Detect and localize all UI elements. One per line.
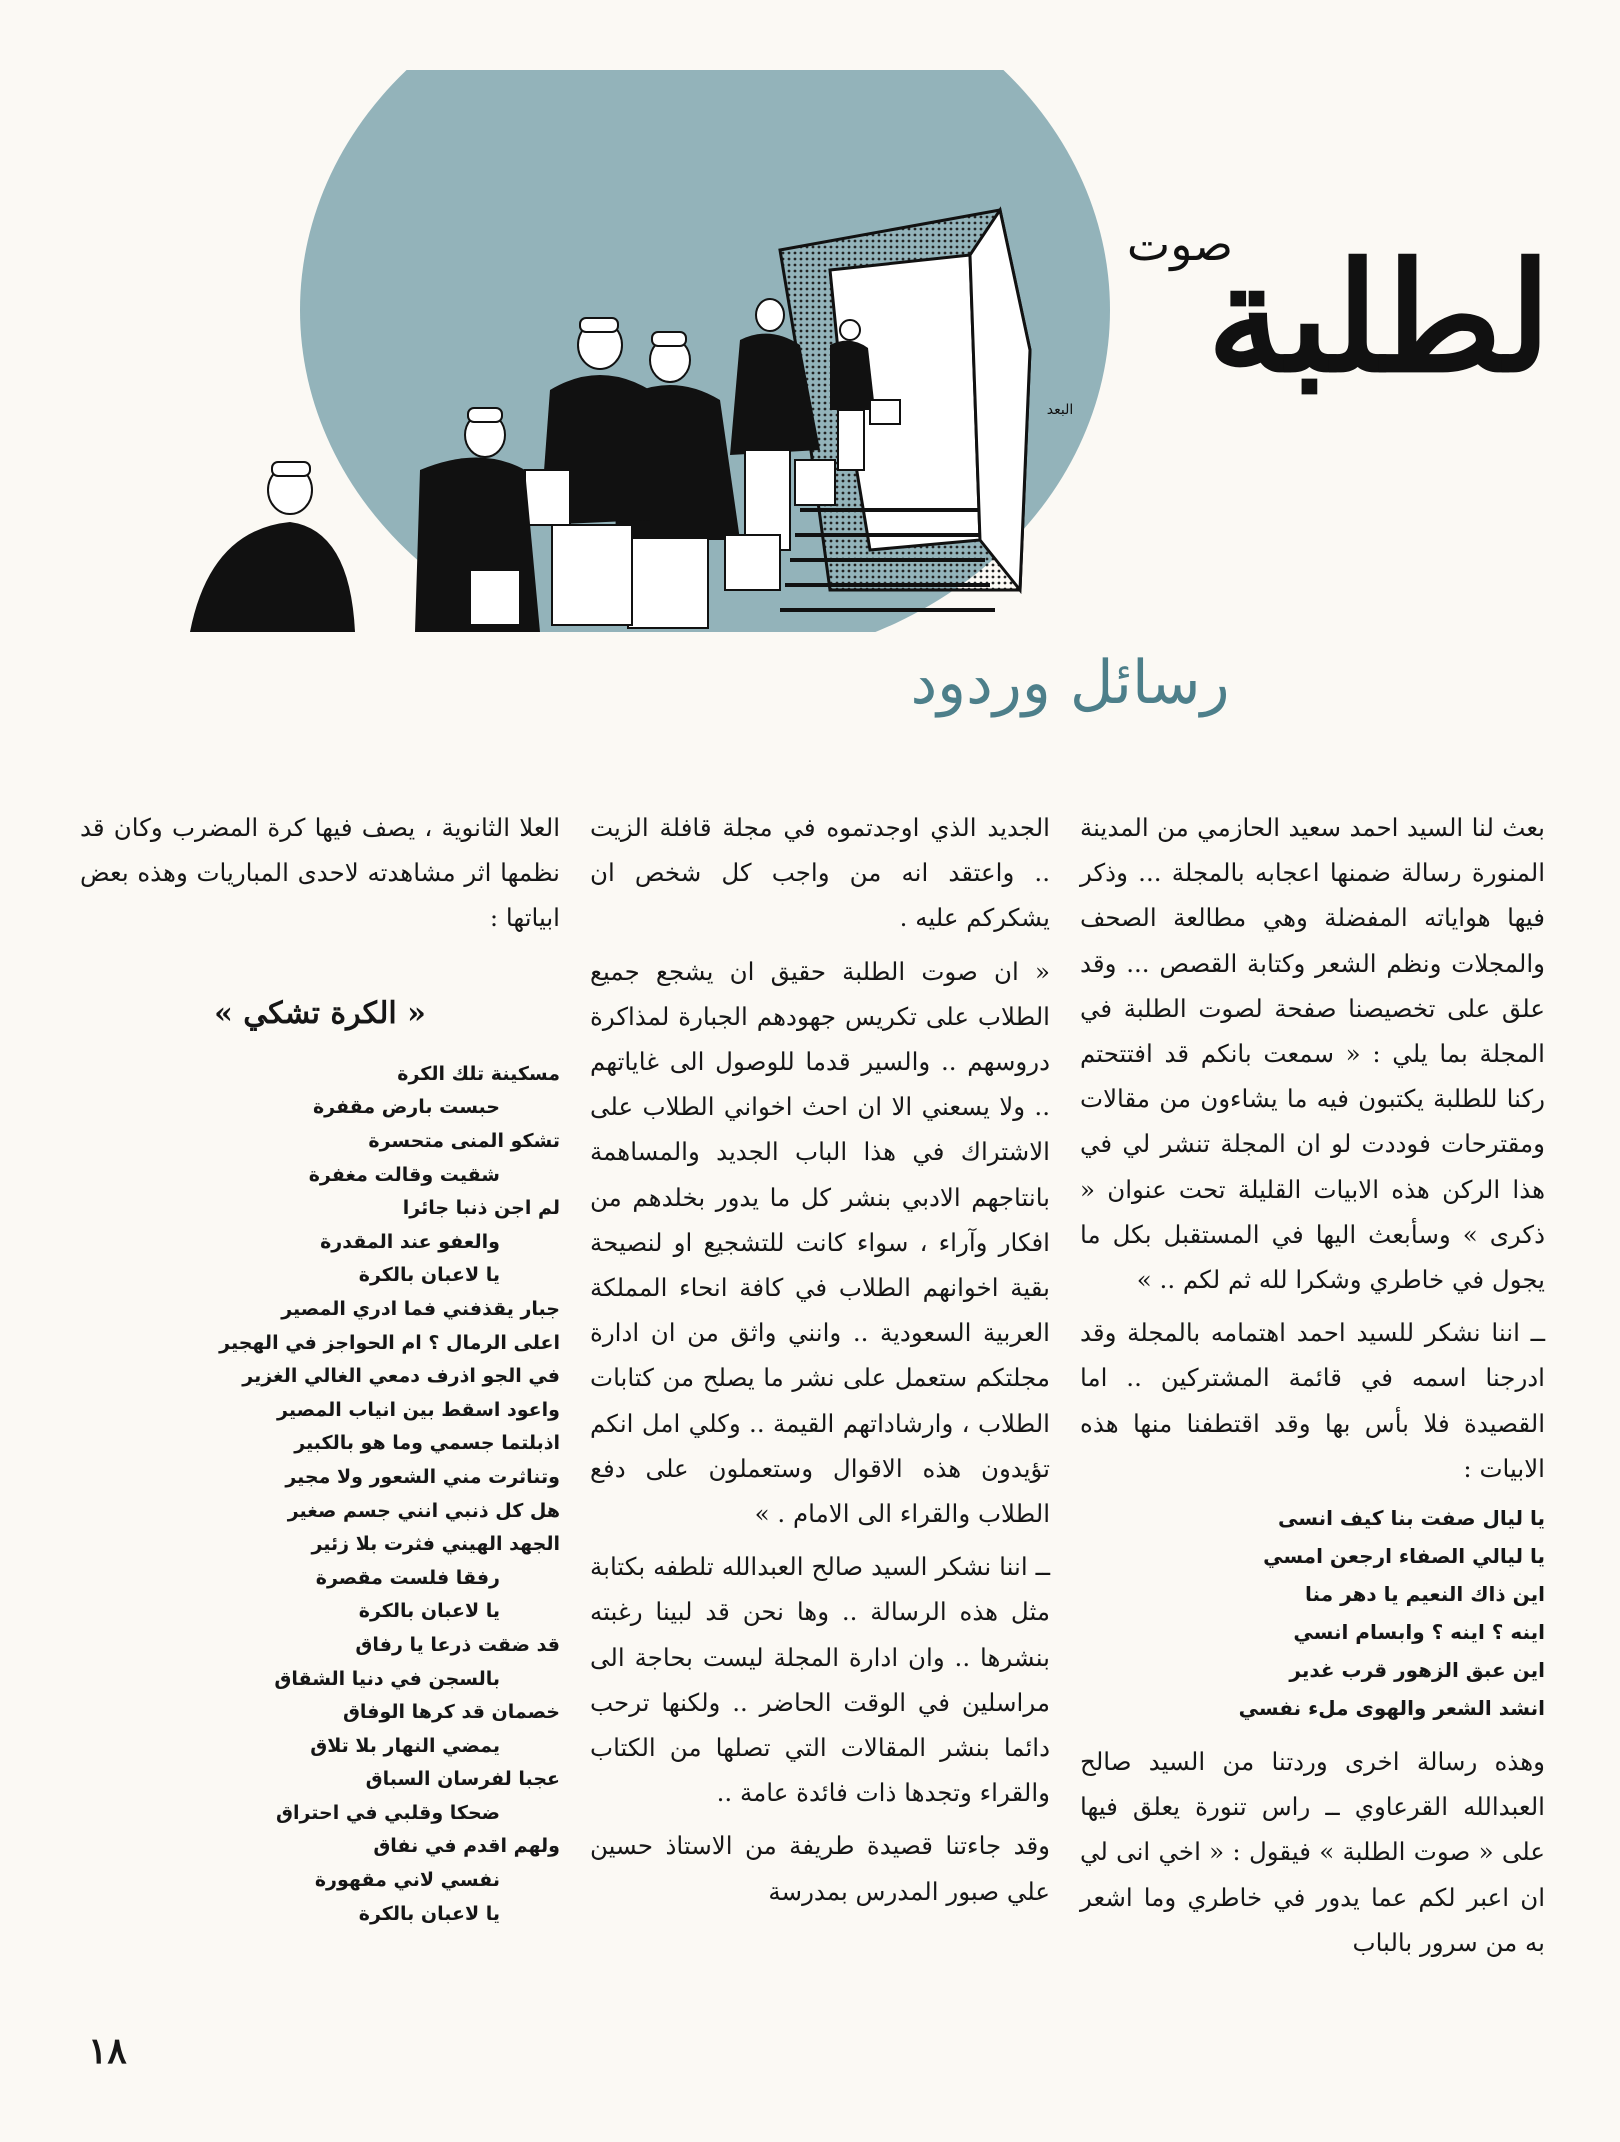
- poem-line: لم اجن ذنبا جائرا: [402, 1197, 560, 1220]
- paragraph: « ان صوت الطلبة حقيق ان يشجع جميع الطلاب على تكريس جهودهم الجبارة لمذاكرة دروسهم .. والسير قدما للوصول الى غاياتهم .. ولا يسعني الا ان احث اخواني الطلاب على الاشتراك في هذا الباب الجديد والمساهمة بانتاجهم الادبي بنشر كل ما يدور بخلدهم من افكار وآراء ، سواء كانت للتشجيع او لنصيحة بقية اخوانهم الطلاب في كافة انحاء المملكة العربية السعودية .. وانني واثق من ان ادارة مجلتكم ستعمل على نشر ما يصلح من كتابات الطلاب ، وارشاداتهم القيمة .. وكلي امل انكم تؤيدون هذه الاقوال وستعملون على دفع الطلاب والقراء الى الامام . »: [590, 956, 1050, 1529]
- verse-line: يا ليالي الصفاء ارجعن امسي: [1263, 1544, 1545, 1569]
- poem-line: الجهد الهيني فثرت بلا زئير: [311, 1533, 560, 1556]
- poem-line: حبست بارض مقفرة: [312, 1096, 500, 1119]
- paragraph: بعث لنا السيد احمد سعيد الحازمي من المدينة المنورة رسالة ضمنها اعجابه بالمجلة ... وذكر فيها هواياته المفضلة وهي مطالعة الصحف والمجلات ونظم الشعر وكتابة القصص ... وقد علق على تخصيصنا صفحة لصوت الطلبة في المجلة بما يلي : « سمعت بانكم قد افتتحتم ركنا للطلبة يكتبون فيه ما يشاءون من مقالات ومقترحات فوددت لو ان المجلة تنشر لي في هذا الركن هذه الابيات القليلة تحت عنوان « ذكرى » وسأبعث اليها في المستقبل بكل ما يجول في خاطري وشكرا لله ثم لكم .. »: [1080, 813, 1545, 1295]
- paragraph: ــ اننا نشكر للسيد احمد اهتمامه بالمجلة وقد ادرجنا اسمه في قائمة المشتركين .. اما القصيدة فلا بأس بها وقد اقتطفنا منها هذه الابيات :: [1080, 1318, 1545, 1483]
- verse-line: اين عبق الزهور قرب غدير: [1289, 1658, 1545, 1683]
- poem-line: عجبا لفرسان السباق: [365, 1768, 560, 1791]
- poem-title: « الكرة تشكي »: [214, 995, 426, 1031]
- poem-line: نفسي لاني مقهورة: [314, 1869, 500, 1892]
- poem-line: يمضي النهار بلا تلاق: [310, 1734, 500, 1757]
- svg-text:الطلبة: الطلبة: [1207, 230, 1560, 406]
- poem-line: والعفو عند المقدرة: [320, 1230, 500, 1253]
- article-column-right: [1080, 805, 1545, 1973]
- section-title-logo: [1127, 217, 1560, 406]
- verse-block: [1080, 1499, 1545, 1727]
- article-column-left: [80, 805, 560, 1931]
- section-subtitle: رسائل وردود: [910, 648, 1230, 718]
- poem-line: يا لاعبان بالكرة: [358, 1264, 500, 1287]
- paragraph: وهذه رسالة اخرى وردتنا من السيد صالح العبدالله القرعاوي ــ راس تنورة يعلق فيها على « صوت الطلبة » فيقول : « اخي انى لي ان اعبر لكم عما يدور في خاطري وما اشعر به من سرور بالباب: [1080, 1747, 1545, 1957]
- poem-line: بالسجن في دنيا الشقاق: [274, 1667, 500, 1690]
- poem-line: جبار يقذفني فما ادري المصير: [281, 1297, 560, 1320]
- verse-line: انشد الشعر والهوى ملء نفسي: [1238, 1696, 1545, 1721]
- students-entering-school-drawing: [180, 70, 1560, 660]
- poem: [80, 1058, 560, 1931]
- article-column-middle: [590, 805, 1050, 1922]
- paragraph: الجديد الذي اوجدتموه في مجلة قافلة الزيت .. واعتقد انه من واجب كل شخص ان يشكركم عليه .: [590, 813, 1050, 933]
- header-illustration: [180, 70, 1560, 660]
- poem-line: ولهم اقدم في نفاق: [373, 1835, 560, 1858]
- poem-line: واعود اسقط بين انياب المصير: [277, 1398, 560, 1421]
- poem-line: تشكو المنى متحسرة: [368, 1130, 560, 1152]
- verse-line: اينه ؟ اينه ؟ وابسام انسي: [1293, 1620, 1545, 1645]
- poem-line: شقيت وقالت مغفرة: [308, 1163, 500, 1186]
- poem-line: رفقا فلست مقصرة: [315, 1566, 500, 1589]
- poem-line: وتناثرت مني الشعور ولا مجير: [285, 1465, 560, 1488]
- paragraph: العلا الثانوية ، يصف فيها كرة المضرب وكان قد نظمها اثر مشاهدته لاحدى المباريات وهذه بعض ابياتها :: [80, 813, 560, 933]
- paragraph: ــ اننا نشكر السيد صالح العبدالله تلطفه بكتابة مثل هذه الرسالة .. وها نحن قد لبينا رغبته بنشرها .. وان ادارة المجلة ليست بحاجة الى مراسلين في الوقت الحاضر .. ولكنها ترحب دائما بنشر المقالات التي تصلها من الكتاب والقراء وتجدها ذات فائدة عامة ..: [590, 1552, 1050, 1808]
- poem-line: هل كل ذنبي انني جسم صغير: [287, 1499, 560, 1522]
- poem-line: يا لاعبان بالكرة: [358, 1902, 500, 1925]
- svg-text:البعد: البعد: [1046, 402, 1074, 418]
- poem-line: في الجو اذرف دمعي الغالي الغزير: [242, 1365, 560, 1388]
- paragraph: وقد جاءتنا قصيدة طريفة من الاستاذ حسين علي صبور المدرس بمدرسة: [590, 1831, 1050, 1906]
- poem-line: ضحكا وقلبي في احتراق: [275, 1801, 500, 1824]
- verse-line: اين ذاك النعيم يا دهر منا: [1305, 1582, 1545, 1607]
- poem-line: اعلى الرمال ؟ ام الحواجز في الهجير: [219, 1331, 560, 1354]
- verse-line: يا ليال صفت بنا كيف انسى: [1277, 1506, 1545, 1531]
- poem-line: يا لاعبان بالكرة: [358, 1600, 500, 1623]
- poem-line: اذبلتما جسمي وما هو بالكبير: [294, 1432, 560, 1455]
- poem-line: خصمان قد كرها الوفاق: [342, 1701, 560, 1724]
- student-figure: [190, 462, 355, 632]
- poem-line: قد ضقت ذرعا يا رفاق: [355, 1633, 560, 1656]
- page-number: ١٨: [88, 2030, 127, 2072]
- svg-text:صوت: صوت: [1126, 217, 1234, 271]
- poem-line: مسكينة تلك الكرة: [397, 1062, 560, 1085]
